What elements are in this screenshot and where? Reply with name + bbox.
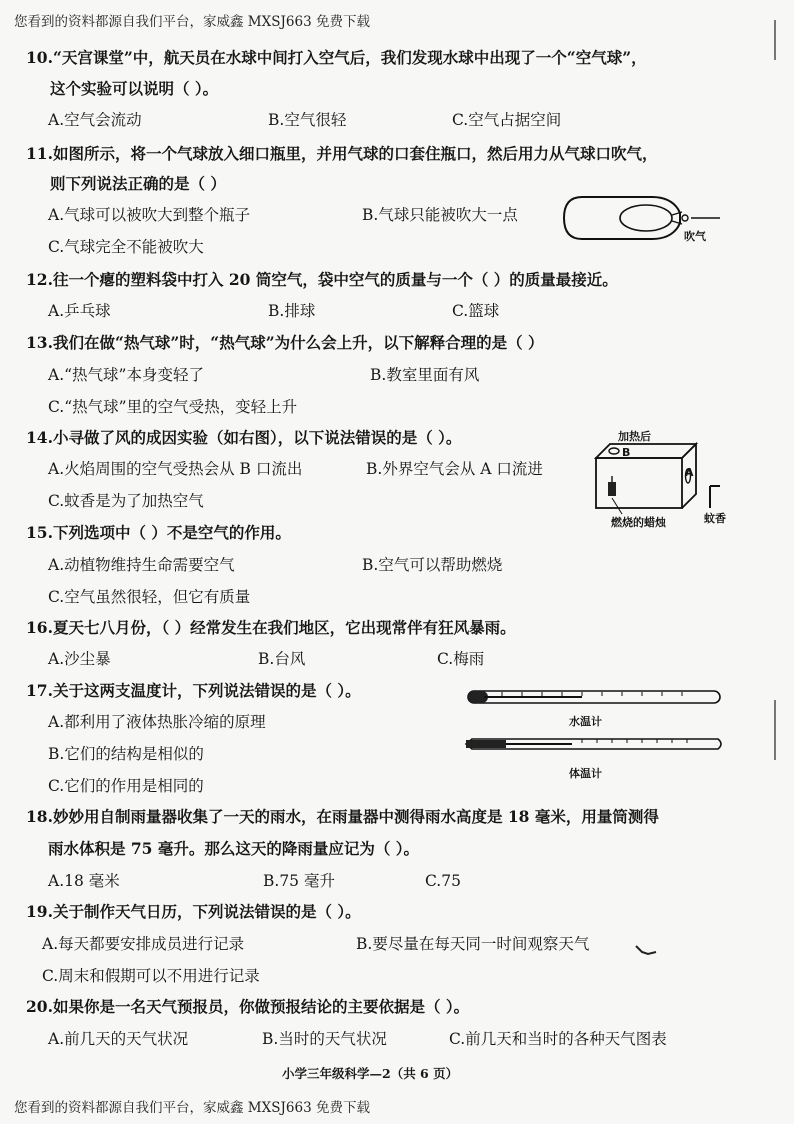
question-17-option-b: B.它们的结构是相似的 [48, 745, 204, 763]
question-12-option-b: B.排球 [268, 302, 316, 320]
question-15-option-a: A.动植物维持生命需要空气 [48, 556, 235, 574]
question-12-option-a: A.乒乓球 [48, 302, 111, 320]
question-14-stem: 14.小寻做了风的成因实验（如右图），以下说法错误的是（ ）。 [26, 428, 462, 447]
question-20-option-b: B.当时的天气状况 [262, 1030, 387, 1048]
question-11-option-a: A.气球可以被吹大到整个瓶子 [48, 206, 251, 224]
question-13-option-c: C.“热气球”里的空气受热，变轻上升 [48, 398, 298, 416]
question-10-option-a: A.空气会流动 [48, 111, 142, 129]
question-13-option-b: B.教室里面有风 [370, 366, 480, 384]
question-19-option-c: C.周末和假期可以不用进行记录 [42, 967, 260, 985]
page-footer: 小学三年级科学—2（共 6 页） [282, 1066, 459, 1081]
question-13-option-a: A.“热气球”本身变轻了 [48, 366, 204, 384]
question-20-option-c: C.前几天和当时的各种天气图表 [449, 1030, 667, 1048]
question-19-option-a: A.每天都要安排成员进行记录 [42, 935, 245, 953]
page-bottom-watermark: 您看到的资料都源自我们平台，家威鑫 MXSJ663 免费下载 [14, 1100, 370, 1116]
question-15-option-c: C.空气虽然很轻，但它有质量 [48, 588, 251, 606]
question-11-option-c: C.气球完全不能被吹大 [48, 238, 204, 256]
question-10-option-c: C.空气占据空间 [452, 111, 562, 129]
question-15-option-b: B.空气可以帮助燃烧 [362, 556, 503, 574]
question-11-stem-line2: 则下列说法正确的是（ ） [50, 174, 226, 193]
question-17-option-c: C.它们的作用是相同的 [48, 777, 204, 795]
question-10-stem: 10.“天宫课堂”中，航天员在水球中间打入空气后，我们发现水球中出现了一个“空气球”， [26, 48, 647, 67]
question-11-option-b: B.气球只能被吹大一点 [362, 206, 518, 224]
scan-edge [774, 700, 776, 760]
figure-label-body-thermometer: 体温计 [569, 767, 602, 780]
question-18-stem-line2: 雨水体积是 75 毫升。那么这天的降雨量应记为（ ）。 [48, 839, 420, 858]
question-15-stem: 15.下列选项中（ ）不是空气的作用。 [26, 523, 291, 542]
question-16-option-c: C.梅雨 [437, 650, 485, 668]
figure-label-water-thermometer: 水温计 [569, 715, 602, 728]
pen-mark [634, 942, 660, 962]
question-10-option-b: B.空气很轻 [268, 111, 347, 129]
figure-label-blow: 吹气 [684, 230, 706, 243]
scan-edge [774, 20, 776, 60]
figure-label-after-heating: 加热后 [618, 430, 651, 443]
question-14-option-a: A.火焰周围的空气受热会从 B 口流出 [48, 460, 303, 478]
question-19-stem: 19.关于制作天气日历，下列说法错误的是（ ）。 [26, 902, 361, 921]
figure-label-b: B [622, 446, 631, 459]
question-18-stem: 18.妙妙用自制雨量器收集了一天的雨水，在雨量器中测得雨水高度是 18 毫米，用量筒测得 [26, 807, 659, 826]
question-12-option-c: C.篮球 [452, 302, 500, 320]
wind-experiment-figure [592, 436, 762, 526]
figure-label-candle: 燃烧的蜡烛 [611, 516, 666, 529]
question-20-option-a: A.前几天的天气状况 [48, 1030, 189, 1048]
question-18-option-c: C.75 [425, 872, 461, 890]
question-18-option-b: B.75 毫升 [263, 872, 335, 890]
question-16-option-b: B.台风 [258, 650, 306, 668]
question-14-option-c: C.蚊香是为了加热空气 [48, 492, 204, 510]
question-16-stem: 16.夏天七八月份，（ ）经常发生在我们地区，它出现常伴有狂风暴雨。 [26, 618, 516, 637]
figure-label-incense: 蚊香 [704, 512, 726, 525]
question-13-stem: 13.我们在做“热气球”时，“热气球”为什么会上升，以下解释合理的是（ ） [26, 333, 544, 352]
question-18-option-a: A.18 毫米 [48, 872, 120, 890]
question-19-option-b: B.要尽量在每天同一时间观察天气 [356, 935, 590, 953]
question-16-option-a: A.沙尘暴 [48, 650, 111, 668]
figure-label-a: A [685, 466, 694, 479]
question-17-option-a: A.都利用了液体热胀冷缩的原理 [48, 713, 266, 731]
question-14-option-b: B.外界空气会从 A 口流进 [366, 460, 543, 478]
question-11-stem: 11.如图所示，将一个气球放入细口瓶里，并用气球的口套住瓶口，然后用力从气球口吹气， [26, 144, 658, 163]
question-10-stem-line2: 这个实验可以说明（ ）。 [50, 79, 219, 98]
page-header-watermark: 您看到的资料都源自我们平台，家威鑫 MXSJ663 免费下载 [14, 14, 370, 30]
question-12-stem: 12.往一个瘪的塑料袋中打入 20 筒空气，袋中空气的质量与一个（ ）的质量最接近。 [26, 270, 618, 289]
question-17-stem: 17.关于这两支温度计，下列说法错误的是（ ）。 [26, 681, 361, 700]
question-20-stem: 20.如果你是一名天气预报员，你做预报结论的主要依据是（ ）。 [26, 997, 470, 1016]
